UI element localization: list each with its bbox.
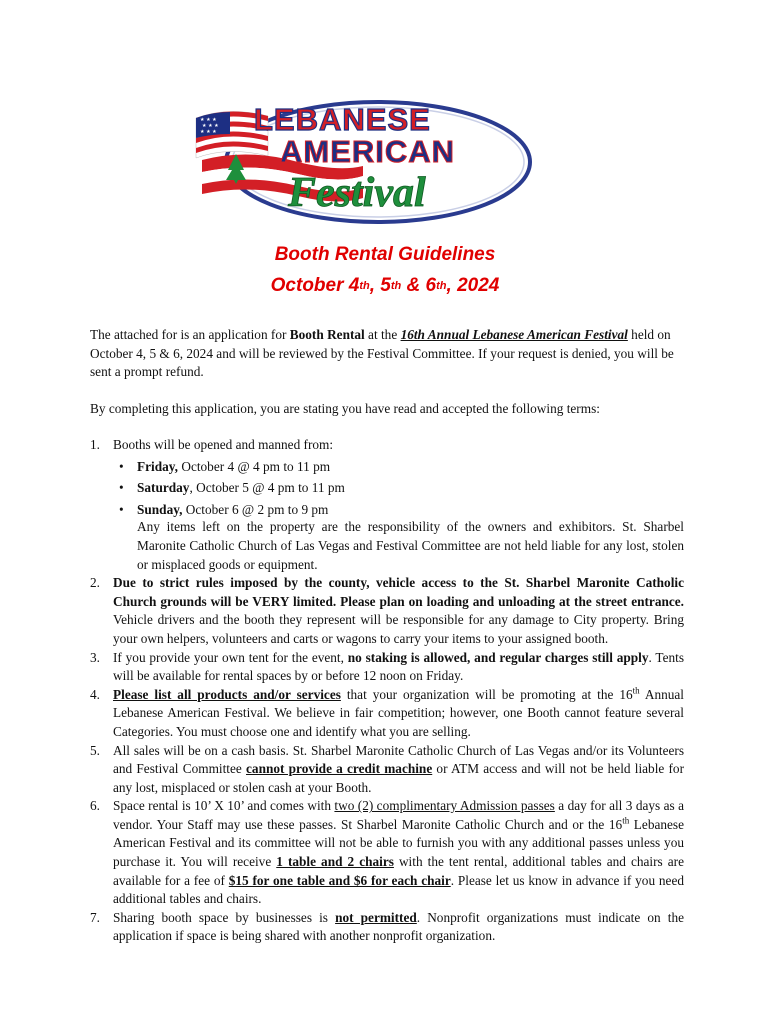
list-item: • Sunday, October 6 @ 2 pm to 9 pm [113,501,684,520]
logo-line3: Festival [288,170,426,216]
logo-line1: LEBANESE [254,102,431,137]
terms-list [90,436,684,946]
term-item-6: 6. Space rental is 10’ X 10’ and comes with two (2) complimentary Admission passes a day for all 3 days as a vendor. Your Staff may use these passes. St Sharbel Maronite Catholic Church and or the 16th Lebanese American Festival and its committee will not be able to furnish you with any additional passes unless you purchase it. You will receive 1 table and 2 chairs with the tent rental, additional tables and chairs are available for a fee of $15 for one table and $6 for each chair. Please let us know in advance if you need additional tables and chairs. [90,798,684,907]
booth-hours-list [113,458,684,520]
svg-text:★ ★ ★: ★ ★ ★ [202,123,219,129]
list-item: • Friday, October 4 @ 4 pm to 11 pm [113,458,684,477]
term-item-7: 7. Sharing booth space by businesses is not permitted. Nonprofit organizations must indicate on the application if space is being shared with another nonprofit organization. [90,909,685,944]
bullet-icon: • [119,458,124,474]
liability-note: Any items left on the property are the responsibility of the owners and exhibitors. St. Sharbel Maronite Catholic Church of Las Vegas and Festival Committee are not held liable for any lost, stolen or misplaced goods or equipment. [137,519,684,572]
intro-paragraph: The attached for is an application for Booth Rental at the 16th Annual Lebanese American Festival held on October 4, 5 & 6, 2024 and will be reviewed by the Festival Committee. If your request is denied, you will be sent a prompt refund. [90,327,674,380]
bullet-icon: • [119,501,124,517]
term-item-4: 4. Please list all products and/or services that your organization will be promoting at the 16th Annual Lebanese American Festival. We believe in fair competition; however, one Booth cannot feature several Categories. You must choose one and identify what you are selling. [90,685,685,739]
term-item-3: 3. If you provide your own tent for the event, no staking is allowed, and regular charges still apply. Tents will be available for rental spaces by or before 12 noon on Friday. [90,649,685,684]
term-item-2: 2. Due to strict rules imposed by the county, vehicle access to the St. Sharbel Maronite Catholic Church grounds will be VERY limited. Please plan on loading and unloading at the street entrance. Vehicle drivers and the booth they represent will be responsible for any damage to City property. Bring your own helpers, volunteers and carts or wagons to carry your items to your assigned booth. [90,575,684,646]
bullet-icon: • [119,480,124,496]
list-item: • Saturday, October 5 @ 4 pm to 11 pm [113,479,684,498]
term-item-5: 5. All sales will be on a cash basis. St. Sharbel Maronite Catholic Church of Las Vegas and/or its Volunteers and Festival Committee cannot provide a credit machine or ATM access and will not be held liable for any lost, misplaced or stolen cash at your Booth. [90,742,684,795]
svg-text:★ ★ ★: ★ ★ ★ [200,117,217,123]
festival-dates: October 4th, 5th & 6th, 2024 [270,275,500,296]
svg-text:★ ★ ★: ★ ★ ★ [200,129,217,135]
festival-logo [188,92,536,230]
terms-intro: By completing this application, you are stating you have read and accepted the following terms: [90,401,600,416]
page-title: Booth Rental Guidelines [274,244,496,265]
logo-line2: AMERICAN [280,134,456,169]
term-item-1: 1. Booths will be opened and manned from: • Friday, October 4 @ 4 pm to 11 pm • Saturday, October 5 @ 4 pm to 11 pm • Sunday, October 6 @ 2 pm to 9 pm Any items left on the property are the responsibility of the owners and exhibitors. St. Sharbel Maronite Catholic Church of Las Vegas and Festival Committee are not held liable for any lost, stolen or misplaced goods or equipment. [90,436,684,574]
